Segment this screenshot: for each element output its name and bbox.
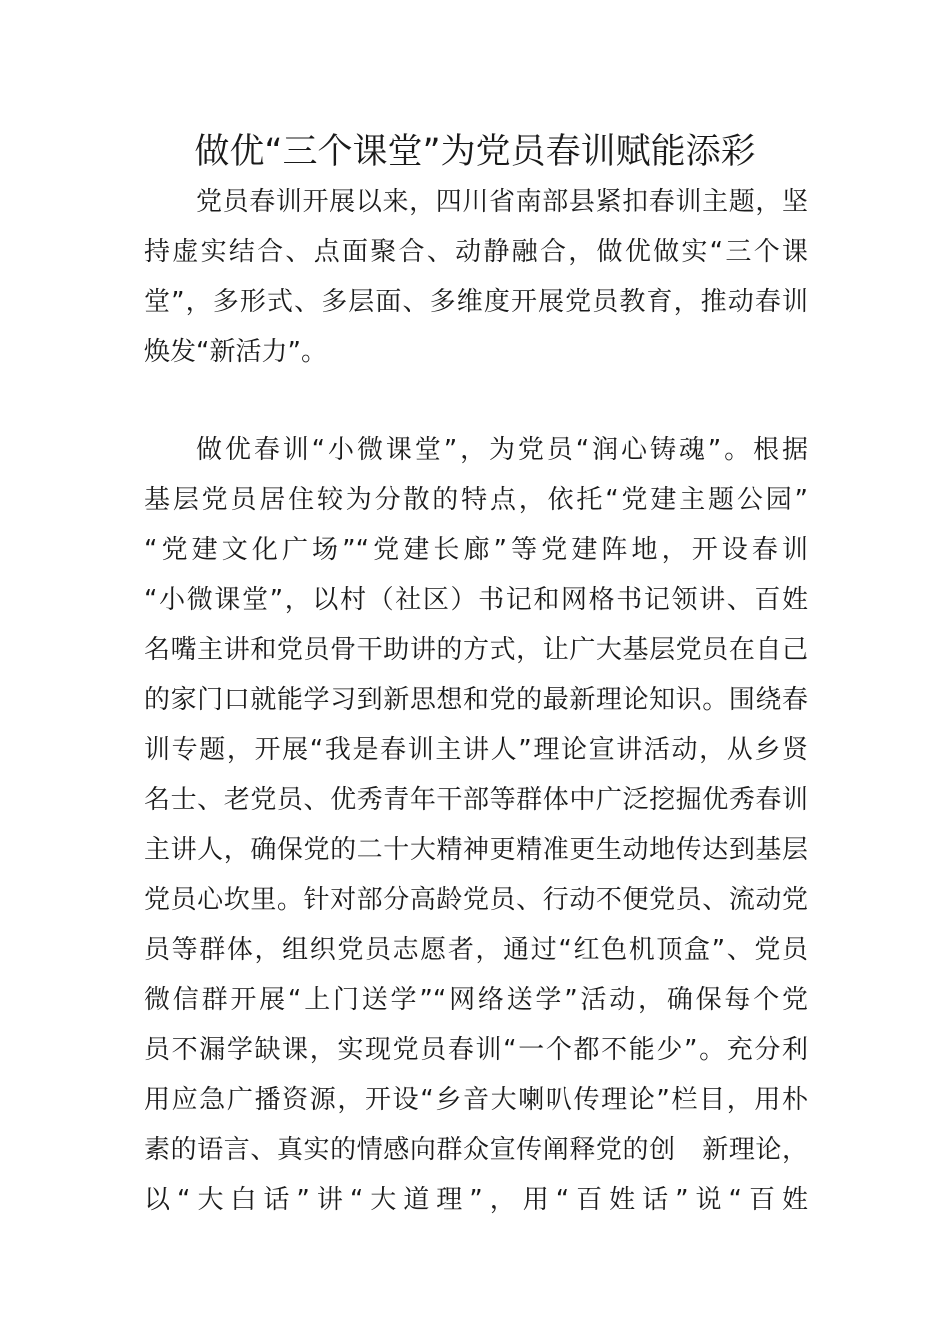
paragraph-line: 焕发“新活力”。 [144,337,327,367]
paragraph-line: 员等群体，组织党员志愿者，通过“红色机顶盒”、党员 [144,935,808,965]
paragraph-line: 基层党员居住较为分散的特点，依托“党建主题公园” [144,485,808,515]
paragraph-line: 的家门口就能学习到新思想和党的最新理论知识。围绕春 [144,685,808,715]
paragraph-line: “党建文化广场”“党建长廊”等党建阵地，开设春训 [144,535,808,565]
paragraph-line: 以“大白话”讲“大道理”，用“百姓话”说“百姓 [144,1185,808,1215]
paragraph-line: 党员春训开展以来，四川省南部县紧扣春训主题，坚 [196,187,808,217]
paragraph-small-classroom [144,425,808,1225]
paragraph-line: 训专题，开展“我是春训主讲人”理论宣讲活动，从乡贤 [144,735,808,765]
paragraph-line: 做优春训“小微课堂”，为党员“润心铸魂”。根据 [196,435,808,465]
paragraph-line: 员不漏学缺课，实现党员春训“一个都不能少”。充分利 [144,1035,808,1065]
paragraph-line: 素的语言、真实的情感向群众宣传阐释党的创 新理论， [144,1135,808,1165]
paragraph-line: 微信群开展“上门送学”“网络送学”活动，确保每个党 [144,985,808,1015]
paragraph-line: “小微课堂”，以村（社区）书记和网格书记领讲、百姓 [144,585,808,615]
paragraph-line: 用应急广播资源，开设“乡音大喇叭传理论”栏目，用朴 [144,1085,808,1115]
paragraph-intro [144,177,808,377]
paragraph-line: 持虚实结合、点面聚合、动静融合，做优做实“三个课 [144,237,808,267]
paragraph-line: 主讲人，确保党的二十大精神更精准更生动地传达到基层 [144,835,808,865]
paragraph-line: 党员心坎里。针对部分高龄党员、行动不便党员、流动党 [144,885,808,915]
paragraph-line: 堂”，多形式、多层面、多维度开展党员教育，推动春训 [144,287,808,317]
paragraph-line: 名士、老党员、优秀青年干部等群体中广泛挖掘优秀春训 [144,785,808,815]
paragraph-line: 名嘴主讲和党员骨干助讲的方式，让广大基层党员在自己 [144,635,808,665]
document-title: 做优“三个课堂”为党员春训赋能添彩 [194,132,756,172]
